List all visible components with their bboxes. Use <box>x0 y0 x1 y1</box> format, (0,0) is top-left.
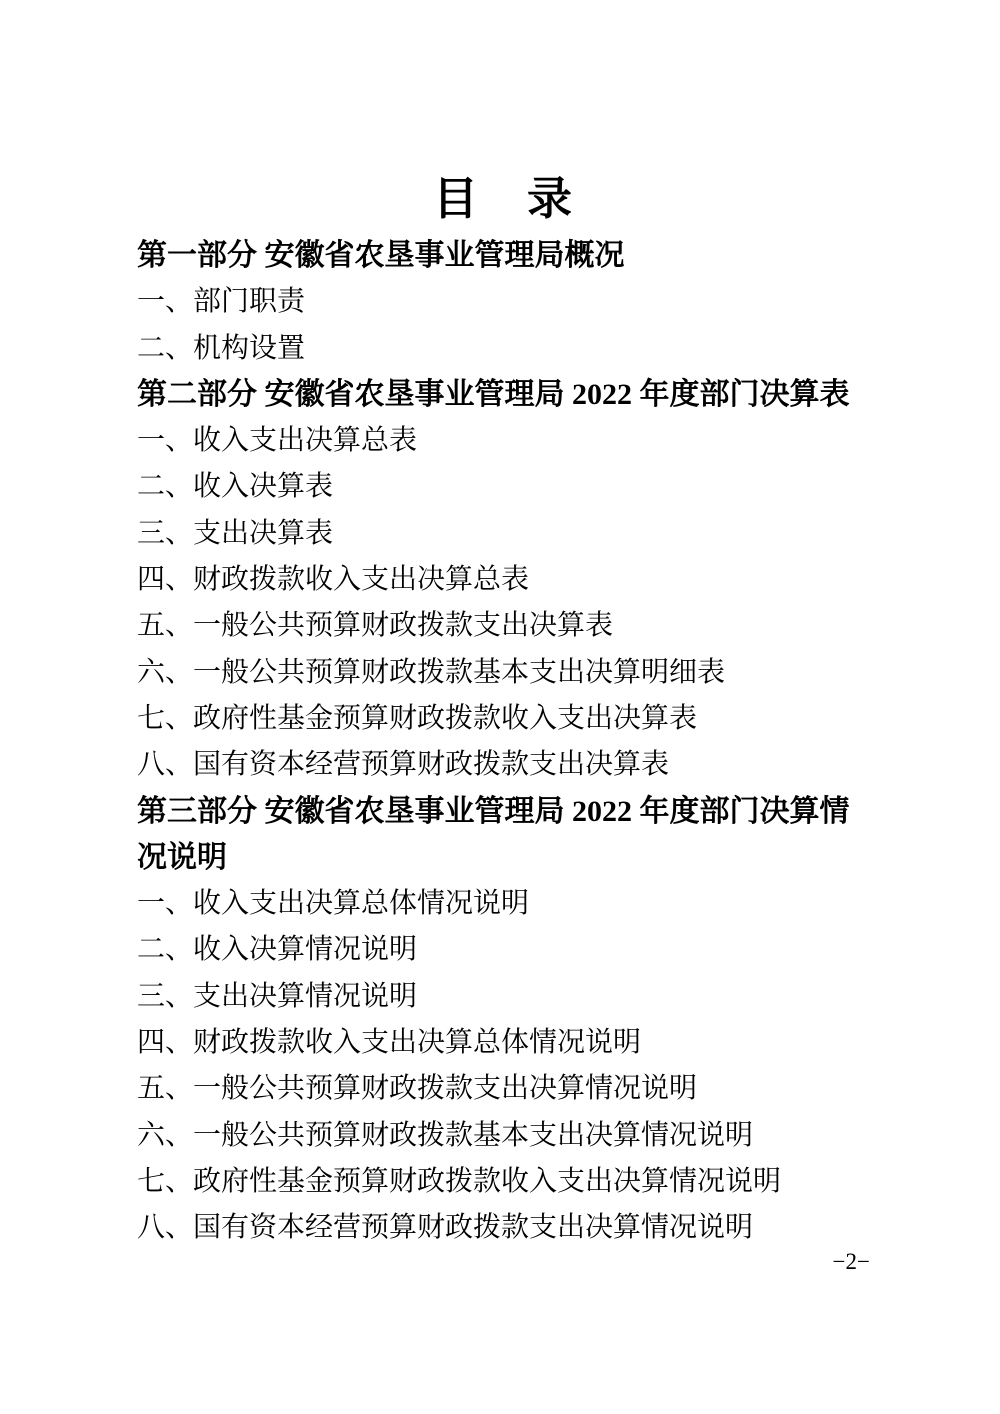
doc-title: 目 录 <box>432 174 574 224</box>
toc-item: 一、收入支出决算总表 <box>137 425 418 457</box>
toc-item: 二、收入决算情况说明 <box>137 934 418 966</box>
toc-item: 二、收入决算表 <box>137 471 334 503</box>
toc-item: 八、国有资本经营预算财政拨款支出决算表 <box>137 749 670 781</box>
toc-item: 三、支出决算表 <box>137 517 334 549</box>
toc-item: 三、支出决算情况说明 <box>137 980 418 1012</box>
toc-item: 五、一般公共预算财政拨款支出决算表 <box>137 610 614 642</box>
toc-item: 八、国有资本经营预算财政拨款支出决算情况说明 <box>137 1212 754 1244</box>
page-number: −2− <box>832 1249 870 1274</box>
toc-section-2-heading: 第二部分 安徽省农垦事业管理局 2022 年度部门决算表 <box>137 377 850 411</box>
toc-item: 二、机构设置 <box>137 332 306 364</box>
toc-item: 四、财政拨款收入支出决算总表 <box>137 564 530 596</box>
toc-item: 五、一般公共预算财政拨款支出决算情况说明 <box>137 1073 698 1105</box>
toc-item: 六、一般公共预算财政拨款基本支出决算情况说明 <box>137 1119 754 1151</box>
toc-section-1-heading: 第一部分 安徽省农垦事业管理局概况 <box>137 239 625 272</box>
toc-item: 七、政府性基金预算财政拨款收入支出决算情况说明 <box>137 1165 782 1197</box>
toc-item: 四、财政拨款收入支出决算总体情况说明 <box>137 1027 642 1059</box>
toc-item: 六、一般公共预算财政拨款基本支出决算明细表 <box>137 656 726 688</box>
table-of-contents <box>137 233 870 1252</box>
toc-item: 七、政府性基金预算财政拨款收入支出决算表 <box>137 702 698 734</box>
toc-item: 一、收入支出决算总体情况说明 <box>137 888 530 920</box>
toc-section-3-heading: 第三部分 安徽省农垦事业管理局 2022 年度部门决算情况说明 <box>137 794 850 874</box>
toc-item: 一、部门职责 <box>137 286 306 318</box>
